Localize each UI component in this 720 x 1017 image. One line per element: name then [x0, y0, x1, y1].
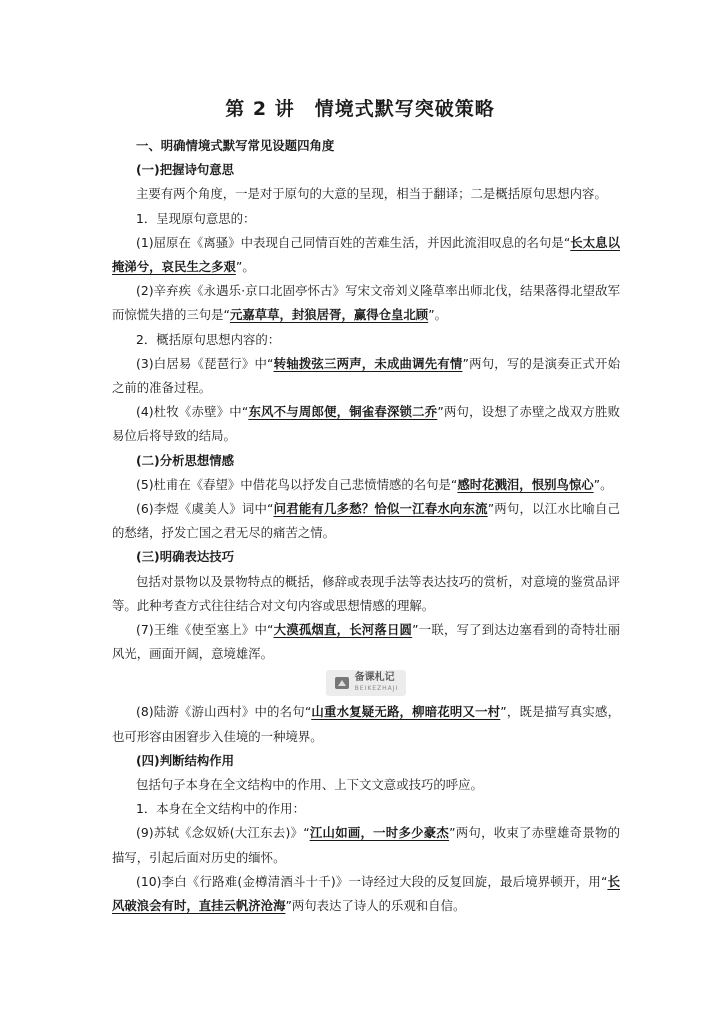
question-text: ”一联，写了到达边塞看到的奇特壮丽风光，画面开阔，意境雄浑。: [112, 622, 620, 662]
question-text: (5)杜甫在《春望》中借花鸟以抒发自己悲愤情感的名句是“: [136, 476, 458, 492]
sub-heading: (四)判断结构作用: [136, 752, 235, 768]
question-4: [112, 400, 620, 448]
answer: 问君能有几多愁？恰似一江春水向东流: [273, 501, 488, 517]
page-title: 第 2 讲 情境式默写突破策略: [225, 98, 495, 120]
question-text: (7)王维《使至塞上》中“: [136, 622, 274, 638]
sub-heading: (一)把握诗句意思: [136, 162, 235, 178]
paragraph: 主要有两个角度，一是对于原句的大意的呈现，相当于翻译；二是概括原句思想内容。: [136, 186, 607, 202]
document-body: [112, 134, 620, 918]
logo-text: [355, 672, 399, 694]
paragraph: 1．呈现原句意思的：: [136, 210, 256, 226]
question-6: [112, 497, 620, 545]
sub-heading: (三)明确表达技巧: [136, 549, 235, 565]
question-text: (1)屈原在《离骚》中表现自己同情百姓的苦难生活，并因此流泪叹息的名句是“: [136, 234, 571, 250]
question-8: [112, 700, 620, 748]
answer: 长风破浪会有时，直挂云帆济沧海: [112, 873, 620, 914]
question-10: [112, 870, 620, 918]
question-text: ”，既是描写真实感，也可形容由困窘步入佳境的一种境界。: [112, 704, 620, 744]
question-text: (10)李白《行路难(金樽清酒斗十千)》一诗经过大段的反复回旋，最后境界顿开，用“: [136, 873, 608, 889]
question-9: [112, 821, 620, 869]
question-3: [112, 352, 620, 400]
answer: 转轴拨弦三两声，未成曲调先有情: [273, 355, 463, 371]
section-heading: 一、明确情境式默写常见设题四角度: [136, 138, 335, 153]
answer: 元嘉草草，封狼居胥，赢得仓皇北顾: [229, 307, 429, 323]
question-text: (6)李煜《虞美人》词中“: [136, 501, 274, 517]
logo-icon: [334, 675, 350, 691]
sub-heading: (二)分析思想情感: [136, 452, 235, 468]
paragraph: 2．概括原句思想内容的：: [136, 331, 281, 347]
answer: 感时花溅泪，恨别鸟惊心: [457, 476, 594, 492]
question-text: ”两句，收束了赤壁雄奇景物的描写，引起后面对历史的缅怀。: [112, 825, 621, 865]
question-text: (9)苏轼《念奴娇(大江东去)》“: [136, 825, 310, 841]
question-1: [112, 231, 620, 279]
question-text: (8)陆游《游山西村》中的名句“: [136, 704, 312, 720]
paragraph: 包括对景物以及景物特点的概括，修辞或表现手法等表达技巧的赏析，对意境的鉴赏品评等。此种考查方式往往结合对文句内容或思想情感的理解。: [112, 573, 620, 613]
question-text: (2)辛弃疾《永遇乐·京口北固亭怀古》写宋文帝刘义隆草率出师北伐，结果落得北望敌军而惊慌失措的三句是“: [112, 283, 620, 323]
paragraph: 包括句子本身在全文结构中的作用、上下文文意或技巧的呼应。: [136, 777, 483, 793]
logo-cn: 备课札记: [354, 672, 395, 684]
answer: 东风不与周郎便，铜雀春深锁二乔: [248, 404, 438, 420]
answer: 大漠孤烟直，长河落日圆: [273, 622, 413, 638]
answer: 江山如画，一时多少豪杰: [309, 825, 450, 841]
logo-en: BEIKEZHAJI: [354, 685, 399, 693]
logo-watermark: [112, 668, 620, 698]
question-text: ”两句，以江水比喻自己的愁绪，抒发亡国之君无尽的痛苦之情。: [112, 501, 620, 541]
question-text: ”两句表达了诗人的乐观和自信。: [285, 898, 466, 914]
answer: 山重水复疑无路，柳暗花明又一村: [311, 704, 501, 720]
question-text: ”。: [593, 476, 613, 492]
question-7: [112, 618, 620, 666]
question-text: ”。: [428, 307, 447, 323]
question-5: [112, 473, 620, 497]
paragraph: 1．本身在全文结构中的作用：: [136, 801, 305, 817]
question-2: [112, 279, 620, 327]
question-text: ”两句，设想了赤壁之战双方胜败易位后将导致的结局。: [112, 404, 620, 444]
logo-box: [326, 670, 407, 696]
question-text: ”。: [235, 259, 255, 275]
question-text: ”两句，写的是演奏正式开始之前的准备过程。: [112, 355, 620, 396]
question-text: (4)杜牧《赤壁》中“: [136, 404, 249, 420]
question-text: (3)白居易《琵琶行》中“: [136, 355, 274, 371]
answer: 长太息以掩涕兮，哀民生之多艰: [112, 234, 620, 275]
